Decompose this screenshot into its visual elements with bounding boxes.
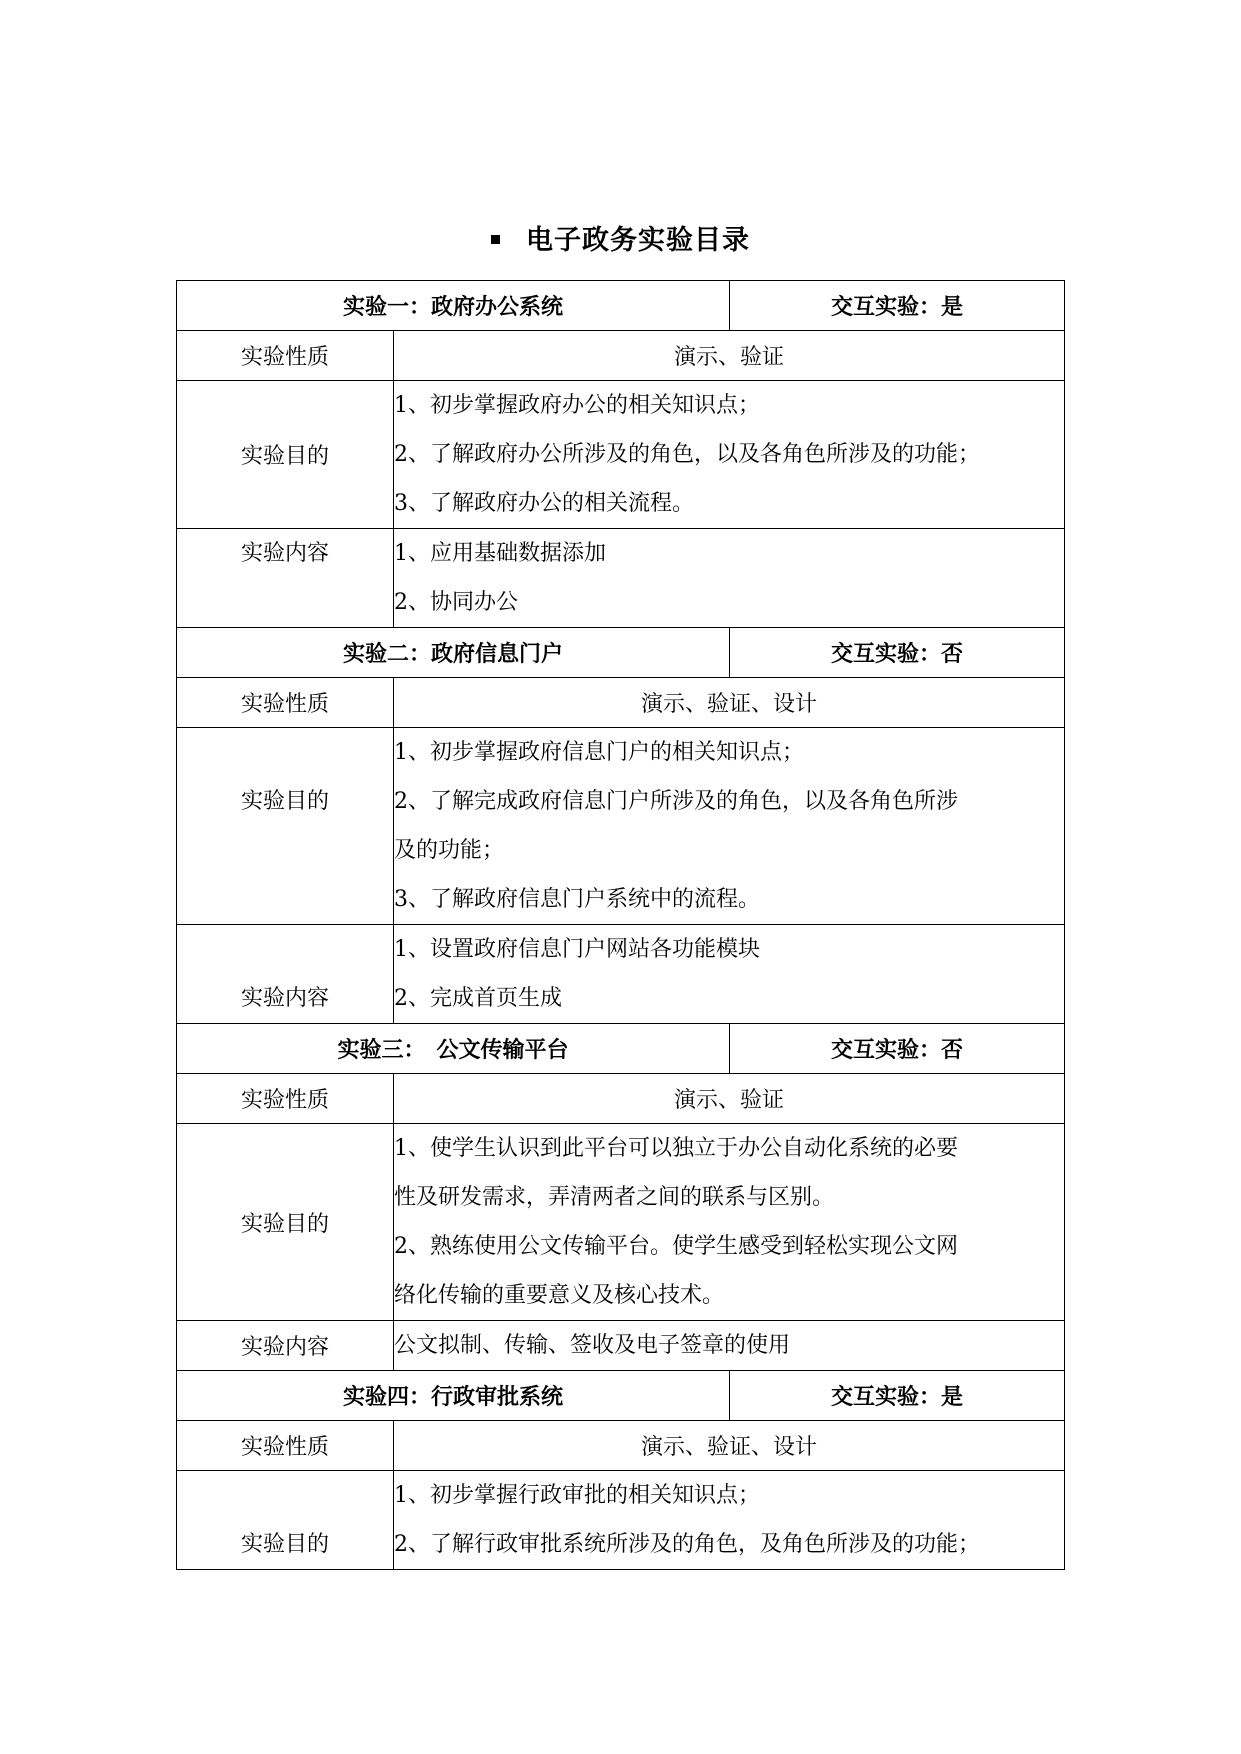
experiment-3-nature: 演示、验证 (394, 1074, 1065, 1124)
nature-label: 实验性质 (177, 1074, 394, 1124)
purpose-label (177, 728, 394, 925)
experiment-4-purpose-row (177, 1471, 1065, 1570)
content-line: 公文拟制、传输、签收及电子签章的使用 (394, 1333, 791, 1358)
experiment-table (176, 280, 1065, 1570)
experiment-1-nature-row (177, 331, 1065, 381)
purpose-line: 2、了解政府办公所涉及的角色，以及各角色所涉及的功能； (394, 442, 980, 467)
content-label: 实验内容 (177, 1321, 394, 1371)
content-label: 实验内容 (177, 529, 394, 628)
experiment-1-header (177, 281, 1065, 331)
content-line: 1、应用基础数据添加 (394, 541, 606, 566)
purpose-line: 1、使学生认识到此平台可以独立于办公自动化系统的必要 (394, 1136, 958, 1161)
nature-label: 实验性质 (177, 331, 394, 381)
experiment-2-interactive: 交互实验：否 (730, 628, 1065, 678)
purpose-label: 实验目的 (177, 381, 394, 529)
purpose-label-text: 实验目的 (240, 789, 329, 814)
purpose-line: 及的功能； (394, 838, 505, 863)
page-title (0, 218, 1241, 257)
experiment-4-nature: 演示、验证、设计 (394, 1421, 1065, 1471)
experiment-4-name: 实验四：行政审批系统 (177, 1371, 730, 1421)
purpose-line: 1、初步掌握政府办公的相关知识点； (394, 393, 760, 418)
experiment-1-purpose-row (177, 381, 1065, 529)
purpose-label (177, 1471, 394, 1570)
experiment-1-nature: 演示、验证 (394, 331, 1065, 381)
experiment-2-nature-row (177, 678, 1065, 728)
content-line: 2、协同办公 (394, 590, 518, 615)
content-line: 2、完成首页生成 (394, 986, 562, 1011)
purpose-line: 2、了解完成政府信息门户所涉及的角色，以及各角色所涉 (394, 789, 958, 814)
nature-label: 实验性质 (177, 678, 394, 728)
purpose-line: 络化传输的重要意义及核心技术。 (394, 1283, 725, 1308)
experiment-1-content-row (177, 529, 1065, 628)
experiment-2-name: 实验二：政府信息门户 (177, 628, 730, 678)
experiment-2-purpose-row (177, 728, 1065, 925)
purpose-line: 3、了解政府信息门户系统中的流程。 (394, 887, 760, 912)
experiment-2-nature: 演示、验证、设计 (394, 678, 1065, 728)
experiment-4-interactive: 交互实验：是 (730, 1371, 1065, 1421)
content-line: 1、设置政府信息门户网站各功能模块 (394, 937, 760, 962)
experiment-3-content-row (177, 1321, 1065, 1371)
experiment-1-name: 实验一：政府办公系统 (177, 281, 730, 331)
experiment-4-purpose (394, 1471, 1065, 1570)
experiment-3-header (177, 1024, 1065, 1074)
purpose-line: 3、了解政府办公的相关流程。 (394, 491, 694, 516)
experiment-1-content (394, 529, 1065, 628)
experiment-3-interactive: 交互实验：否 (730, 1024, 1065, 1074)
content-label-text: 实验内容 (240, 986, 329, 1011)
experiment-3-purpose (394, 1124, 1065, 1321)
purpose-line: 性及研发需求，弄清两者之间的联系与区别。 (394, 1185, 835, 1210)
experiment-4-nature-row (177, 1421, 1065, 1471)
purpose-label-text: 实验目的 (240, 1532, 329, 1557)
experiment-3-nature-row (177, 1074, 1065, 1124)
experiment-4-header (177, 1371, 1065, 1421)
nature-label: 实验性质 (177, 1421, 394, 1471)
experiment-2-content (394, 925, 1065, 1024)
purpose-line: 2、熟练使用公文传输平台。使学生感受到轻松实现公文网 (394, 1234, 958, 1259)
content-label (177, 925, 394, 1024)
experiment-1-interactive: 交互实验：是 (730, 281, 1065, 331)
experiment-2-content-row (177, 925, 1065, 1024)
experiment-2-purpose (394, 728, 1065, 925)
experiment-1-purpose (394, 381, 1065, 529)
experiment-3-content (394, 1321, 1065, 1371)
purpose-line: 1、初步掌握政府信息门户的相关知识点； (394, 740, 804, 765)
purpose-label: 实验目的 (177, 1124, 394, 1321)
purpose-line: 2、了解行政审批系统所涉及的角色，及角色所涉及的功能； (394, 1532, 980, 1557)
experiment-2-header (177, 628, 1065, 678)
experiment-3-name: 实验三： 公文传输平台 (177, 1024, 730, 1074)
square-bullet-icon (491, 235, 500, 244)
page-title-text: 电子政务实验目录 (526, 225, 750, 256)
purpose-line: 1、初步掌握行政审批的相关知识点； (394, 1483, 760, 1508)
experiment-3-purpose-row (177, 1124, 1065, 1321)
